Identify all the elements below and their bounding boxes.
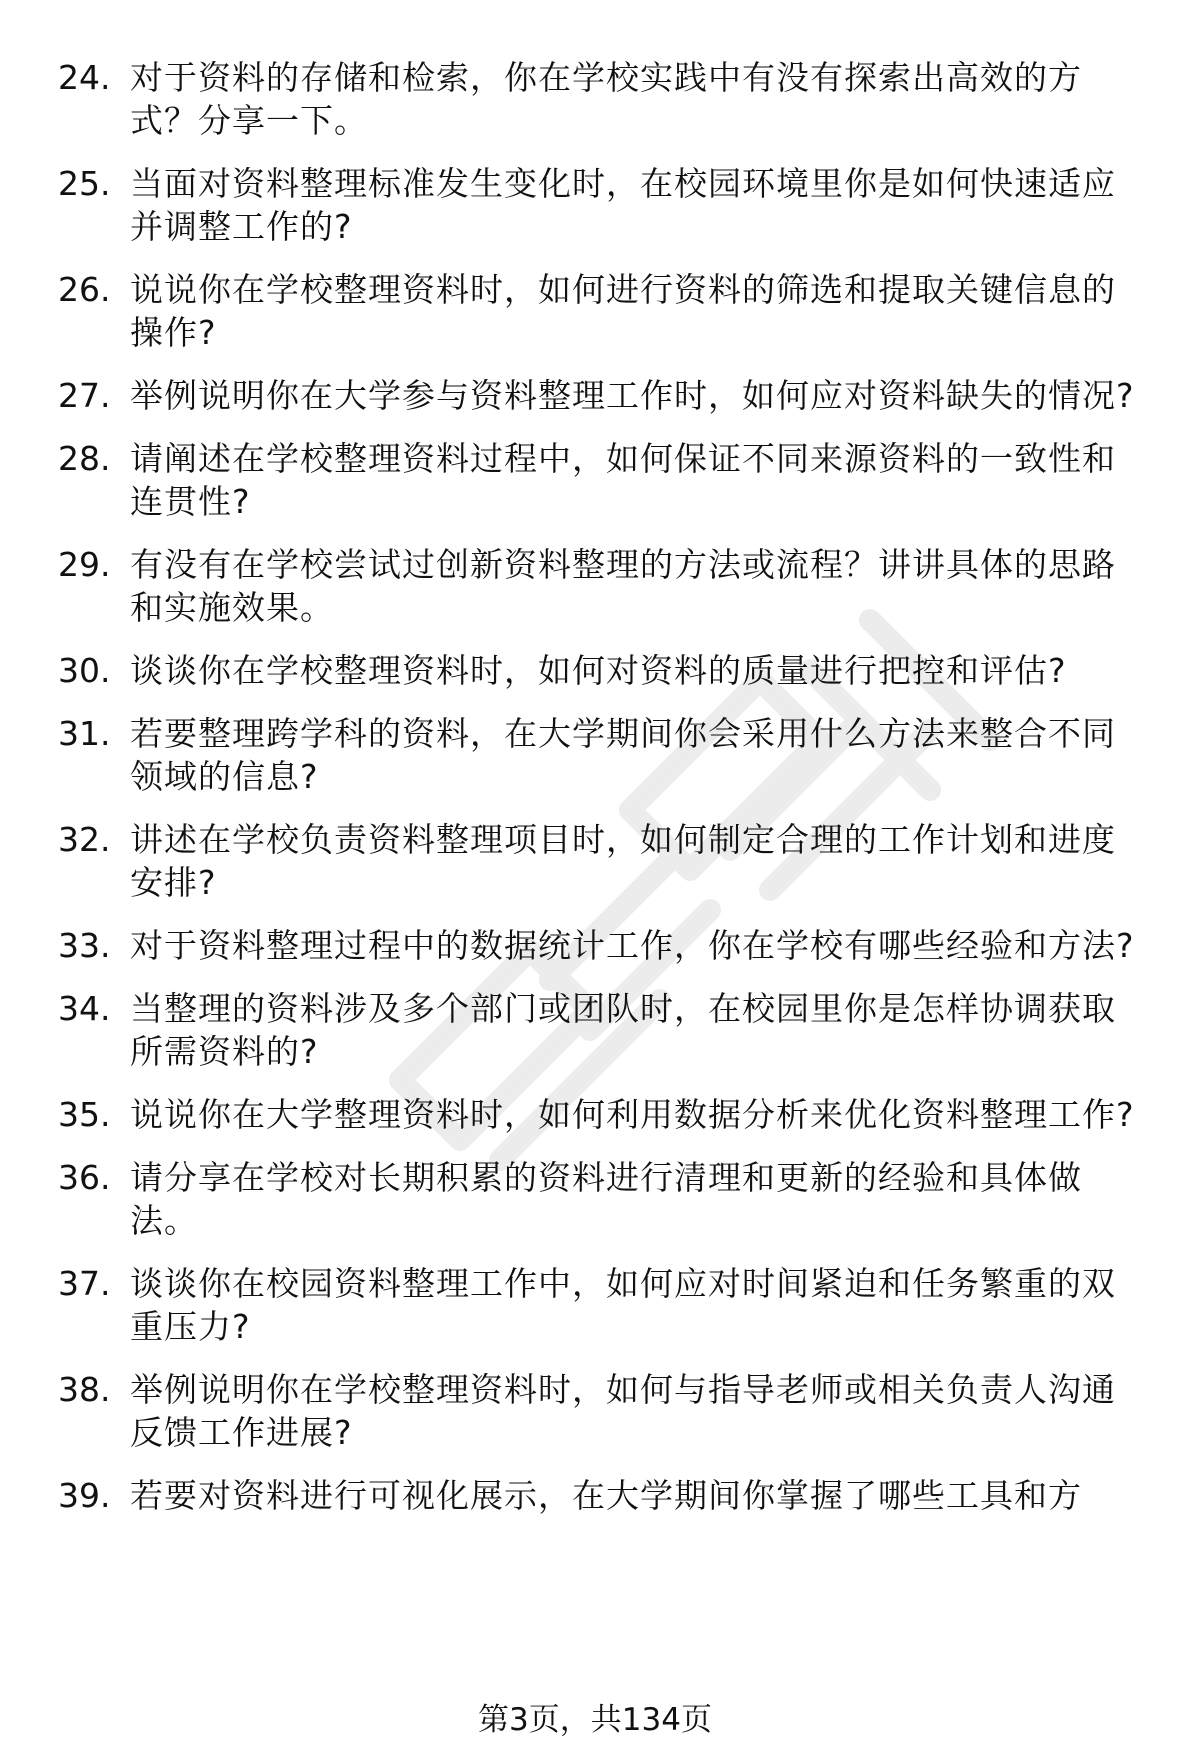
question-number: 27. [58,376,111,415]
question-text: 对于资料的存储和检索，你在学校实践中有没有探索出高效的方式？分享一下。 [130,58,1082,140]
question-text: 当面对资料整理标准发生变化时，在校园环境里你是如何快速适应并调整工作的? [130,164,1116,246]
page-footer [0,1700,1190,1740]
question-item [58,1368,1148,1454]
question-text: 说说你在大学整理资料时，如何利用数据分析来优化资料整理工作? [130,1095,1135,1134]
question-text: 请阐述在学校整理资料过程中，如何保证不同来源资料的一致性和连贯性? [130,439,1116,521]
question-item [58,268,1148,354]
question-text: 举例说明你在大学参与资料整理工作时，如何应对资料缺失的情况? [130,376,1135,415]
question-text: 当整理的资料涉及多个部门或团队时，在校园里你是怎样协调获取所需资料的? [130,989,1116,1071]
question-list [58,56,1148,1537]
question-number: 38. [58,1370,111,1409]
question-item [58,1262,1148,1348]
question-text: 对于资料整理过程中的数据统计工作，你在学校有哪些经验和方法? [130,926,1135,965]
question-number: 25. [58,164,111,203]
question-number: 35. [58,1095,111,1134]
question-item [58,162,1148,248]
question-number: 37. [58,1264,111,1303]
question-text: 谈谈你在学校整理资料时，如何对资料的质量进行把控和评估? [130,651,1067,690]
question-text: 若要整理跨学科的资料，在大学期间你会采用什么方法来整合不同领域的信息? [130,714,1116,796]
question-number: 30. [58,651,111,690]
question-number: 34. [58,989,111,1028]
question-text: 请分享在学校对长期积累的资料进行清理和更新的经验和具体做法。 [130,1158,1082,1240]
question-number: 28. [58,439,111,478]
question-number: 24. [58,58,111,97]
question-text: 说说你在学校整理资料时，如何进行资料的筛选和提取关键信息的操作? [130,270,1116,352]
question-number: 39. [58,1476,111,1515]
question-item [58,543,1148,629]
question-text: 若要对资料进行可视化展示，在大学期间你掌握了哪些工具和方 [130,1476,1082,1515]
question-item [58,374,1148,417]
question-item [58,712,1148,798]
question-item [58,818,1148,904]
question-text: 有没有在学校尝试过创新资料整理的方法或流程？讲讲具体的思路和实施效果。 [130,545,1116,627]
question-text: 谈谈你在校园资料整理工作中，如何应对时间紧迫和任务繁重的双重压力? [130,1264,1116,1346]
question-item [58,924,1148,967]
question-item [58,437,1148,523]
question-number: 29. [58,545,111,584]
question-item [58,1156,1148,1242]
question-number: 26. [58,270,111,309]
question-item [58,649,1148,692]
question-number: 32. [58,820,111,859]
question-text: 讲述在学校负责资料整理项目时，如何制定合理的工作计划和进度安排? [130,820,1116,902]
question-number: 33. [58,926,111,965]
question-number: 36. [58,1158,111,1197]
question-text: 举例说明你在学校整理资料时，如何与指导老师或相关负责人沟通反馈工作进展? [130,1370,1116,1452]
question-number: 31. [58,714,111,753]
question-item [58,1474,1148,1517]
page-number-label: 第3页，共134页 [478,1702,712,1738]
question-item [58,1093,1148,1136]
question-item [58,56,1148,142]
question-item [58,987,1148,1073]
